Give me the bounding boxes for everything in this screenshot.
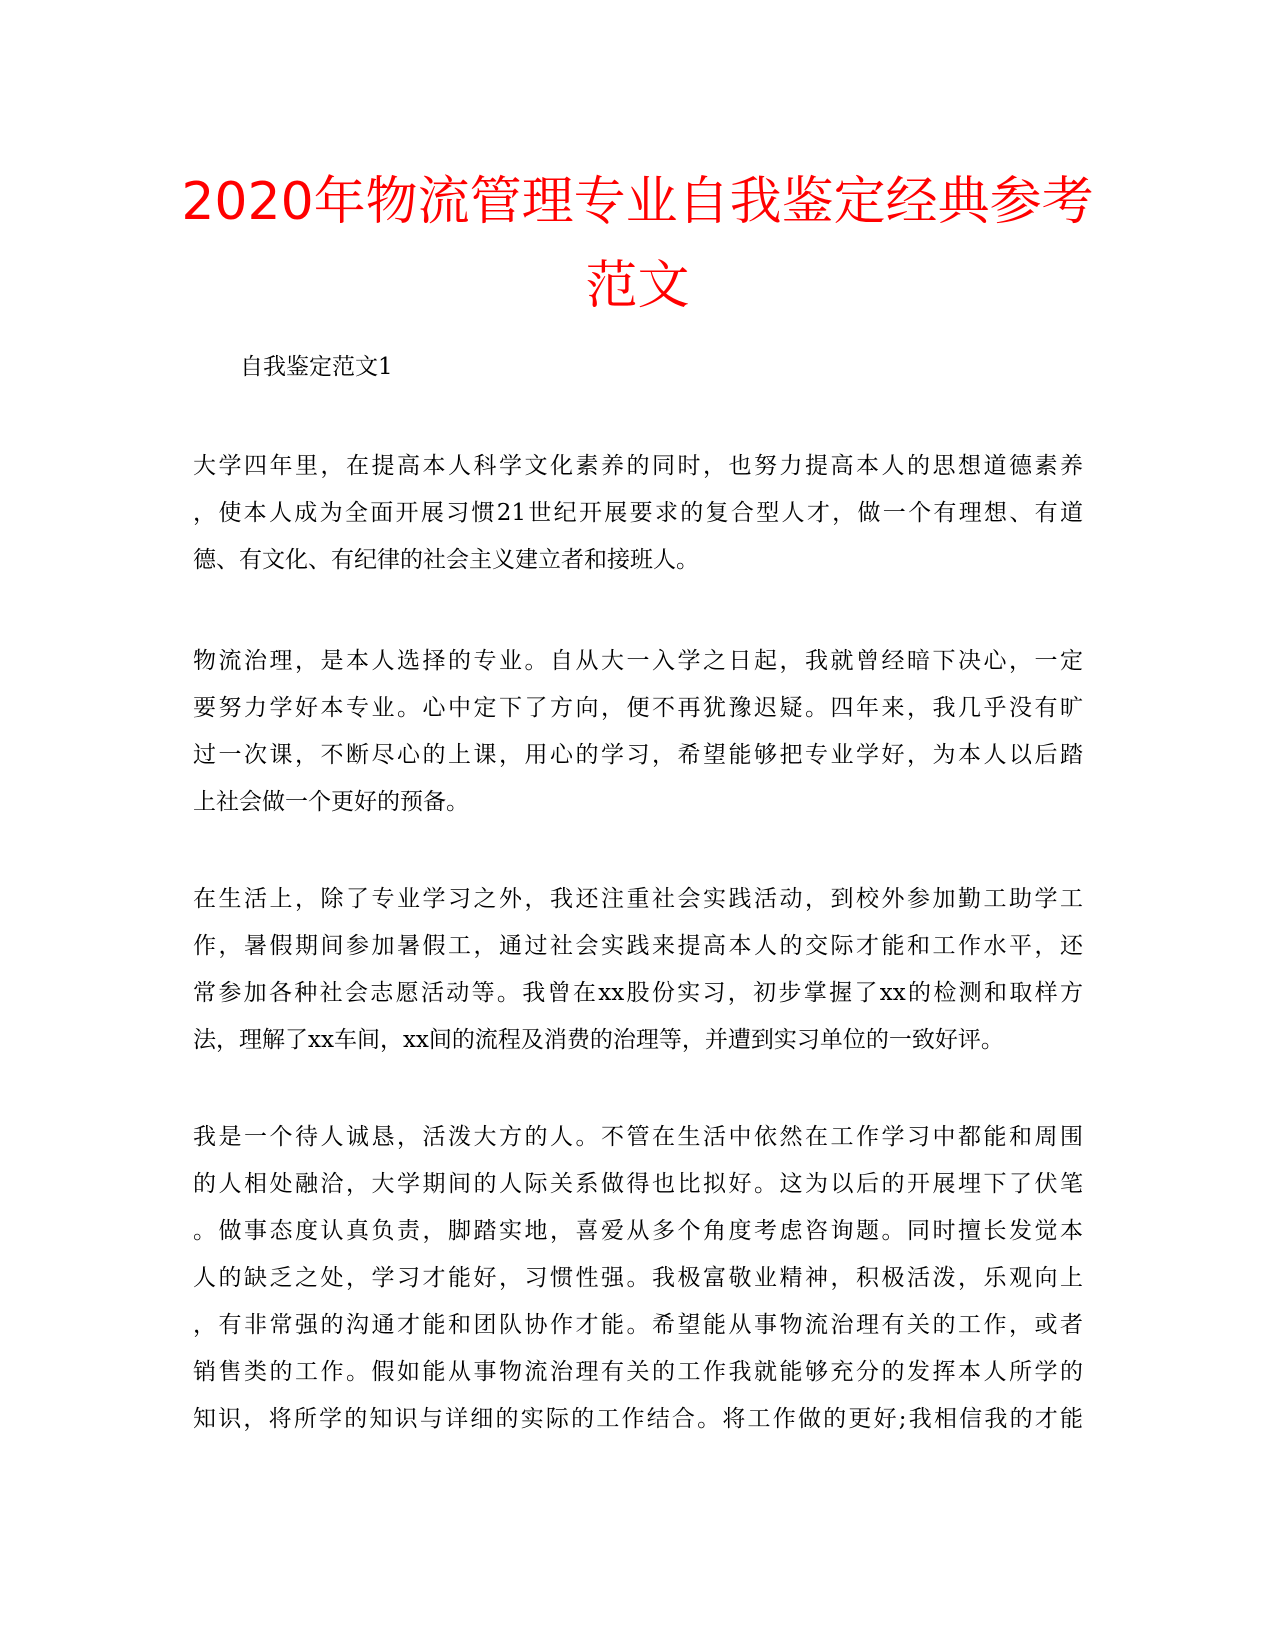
paragraph-4 <box>193 1114 1083 1443</box>
paragraph-line: 作，暑假期间参加暑假工，通过社会实践来提高本人的交际才能和工作水平，还 <box>193 933 1083 959</box>
paragraph-line: 销售类的工作。假如能从事物流治理有关的工作我就能够充分的发挥本人所学的 <box>193 1359 1083 1385</box>
paragraph-line: 德、有文化、有纪律的社会主义建立者和接班人。 <box>193 547 699 573</box>
paragraph-line: ，有非常强的沟通才能和团队协作才能。希望能从事物流治理有关的工作，或者 <box>193 1312 1083 1338</box>
paragraph-line: 物流治理，是本人选择的专业。自从大一入学之日起，我就曾经暗下决心，一定 <box>193 648 1083 674</box>
paragraph-line: 人的缺乏之处，学习才能好，习惯性强。我极富敬业精神，积极活泼，乐观向上 <box>193 1265 1083 1291</box>
paragraph-line: 我是一个待人诚恳，活泼大方的人。不管在生活中依然在工作学习中都能和周围 <box>193 1124 1083 1150</box>
paragraph-line: 过一次课，不断尽心的上课，用心的学习，希望能够把专业学好，为本人以后踏 <box>193 742 1083 768</box>
paragraph-line: 要努力学好本专业。心中定下了方向，便不再犹豫迟疑。四年来，我几乎没有旷 <box>193 695 1083 721</box>
paragraph-3 <box>193 876 1083 1064</box>
paragraph-2 <box>193 638 1083 826</box>
paragraph-line: 常参加各种社会志愿活动等。我曾在xx股份实习，初步掌握了xx的检测和取样方 <box>193 980 1083 1006</box>
section-heading: 自我鉴定范文1 <box>240 354 393 380</box>
page-title: 2020年物流管理专业自我鉴定经典参考范文 <box>181 172 1094 316</box>
paragraph-line: 上社会做一个更好的预备。 <box>193 789 469 815</box>
paragraph-line: 在生活上，除了专业学习之外，我还注重社会实践活动，到校外参加勤工助学工 <box>193 886 1083 912</box>
paragraph-line: 的人相处融洽，大学期间的人际关系做得也比拟好。这为以后的开展埋下了伏笔 <box>193 1171 1083 1197</box>
paragraph-line: 法，理解了xx车间，xx间的流程及消费的治理等，并遭到实习单位的一致好评。 <box>193 1027 1004 1053</box>
paragraph-line: 。做事态度认真负责，脚踏实地，喜爱从多个角度考虑咨询题。同时擅长发觉本 <box>193 1218 1083 1244</box>
paragraph-1 <box>193 443 1083 584</box>
paragraph-line: 大学四年里，在提高本人科学文化素养的同时，也努力提高本人的思想道德素养 <box>193 453 1083 479</box>
paragraph-line: ，使本人成为全面开展习惯21世纪开展要求的复合型人才，做一个有理想、有道 <box>193 500 1083 526</box>
paragraph-line: 知识，将所学的知识与详细的实际的工作结合。将工作做的更好;我相信我的才能 <box>193 1406 1083 1432</box>
